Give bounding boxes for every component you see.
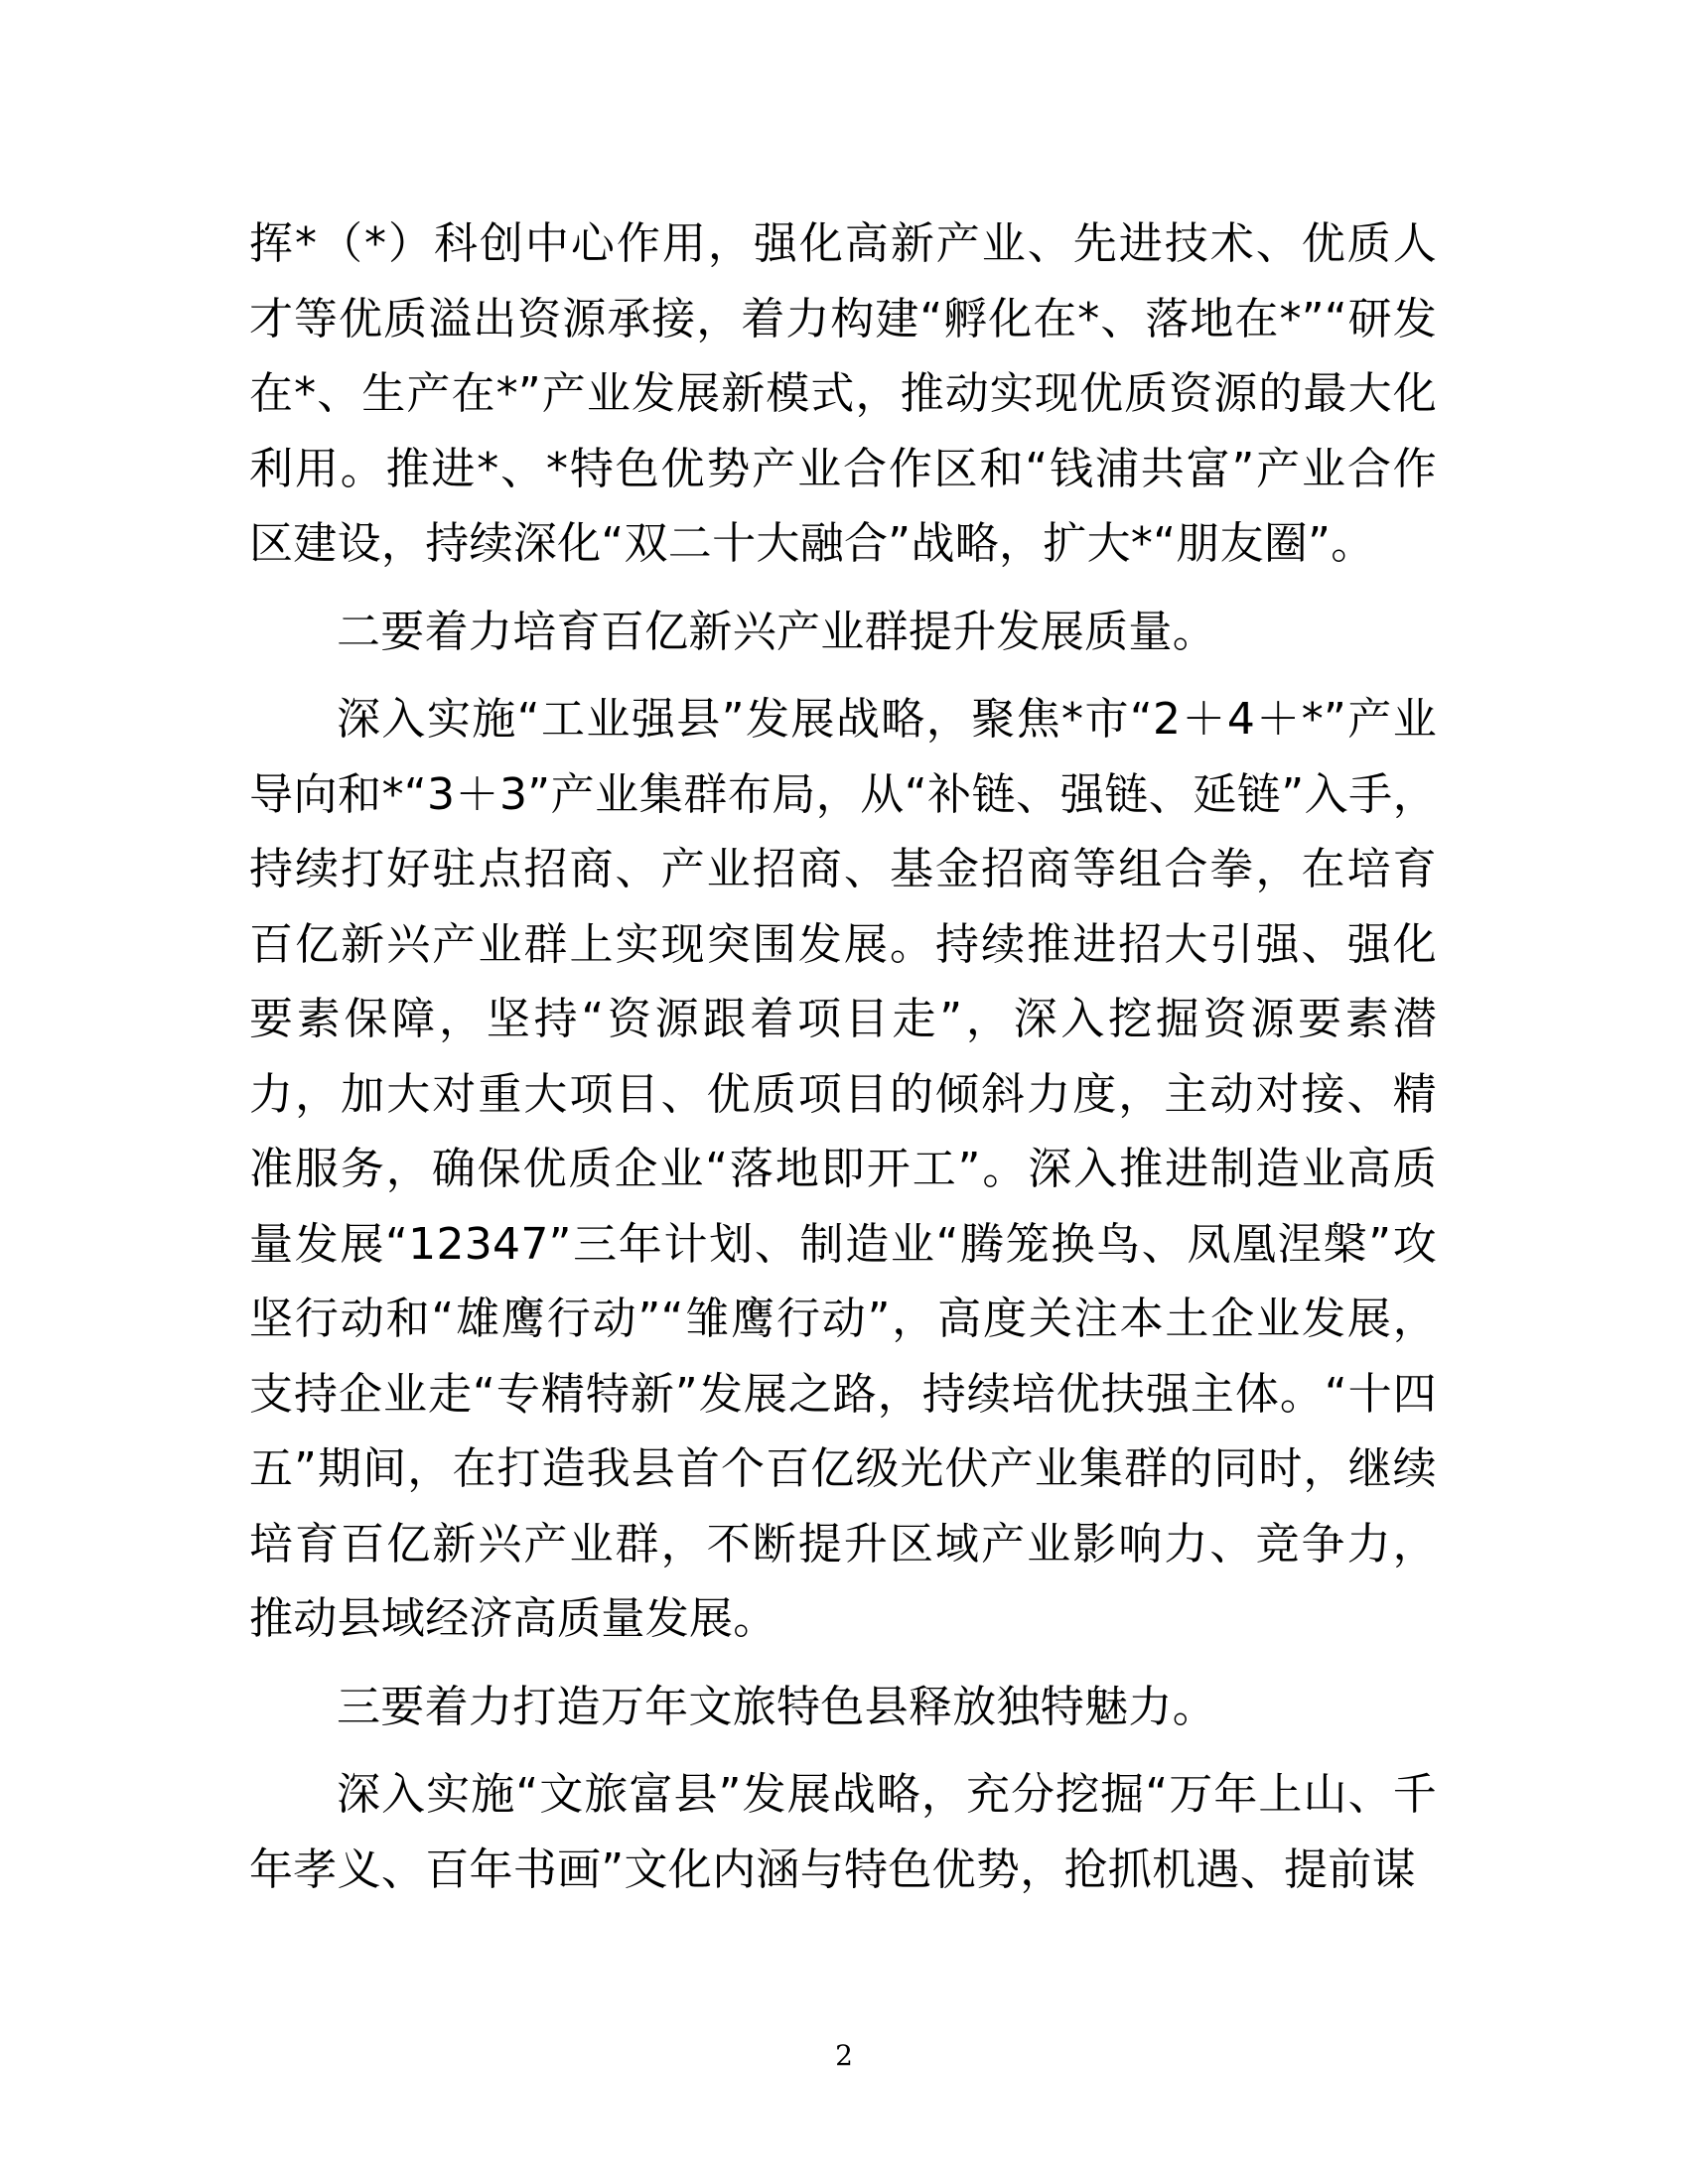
section-heading-two: 二要着力培育百亿新兴产业群提升发展质量。 — [337, 606, 1216, 657]
paragraph-industry: 深入实施“工业强县”发展战略，聚焦*市“2＋4＋*”产业导向和*“3＋3”产业集群布局，从“补链、强链、延链”入手，持续打好驻点招商、产业招商、基金招商等组合拳，在培育百亿新兴产业群上实现突围发展。持续推进招大引强、强化要素保障，坚持“资源跟着项目走”，深入挖掘资源要素潜力，加大对重大项目、优质项目的倾斜力度，主动对接、精准服务，确保优质企业“落地即开工”。深入推进制造业高质量发展“12347”三年计划、制造业“腾笼换鸟、凤凰涅槃”攻坚行动和“雄鹰行动”“雏鹰行动”，高度关注本土企业发展，支持企业走“专精特新”发展之路，持续培优扶强主体。“十四五”期间，在打造我县首个百亿级光伏产业集群的同时，继续培育百亿新兴产业群，不断提升区域产业影响力、竞争力，推动县域经济高质量发展。 — [249, 694, 1437, 1644]
page-number: 2 — [835, 2039, 853, 2072]
section-heading-three: 三要着力打造万年文旅特色县释放独特魅力。 — [337, 1681, 1216, 1732]
paragraph-tourism: 深入实施“文旅富县”发展战略，充分挖掘“万年上山、千年孝义、百年书画”文化内涵与特色优势，抢抓机遇、提前谋 — [249, 1769, 1437, 1895]
body-text — [249, 206, 1437, 1907]
paragraph-continuation: 挥*（*）科创中心作用，强化高新产业、先进技术、优质人才等优质溢出资源承接，着力构建“孵化在*、落地在*”“研发在*、生产在*”产业发展新模式，推动实现优质资源的最大化利用。推进*、*特色优势产业合作区和“钱浦共富”产业合作区建设，持续深化“双二十大融合”战略，扩大*“朋友圈”。 — [249, 218, 1437, 569]
